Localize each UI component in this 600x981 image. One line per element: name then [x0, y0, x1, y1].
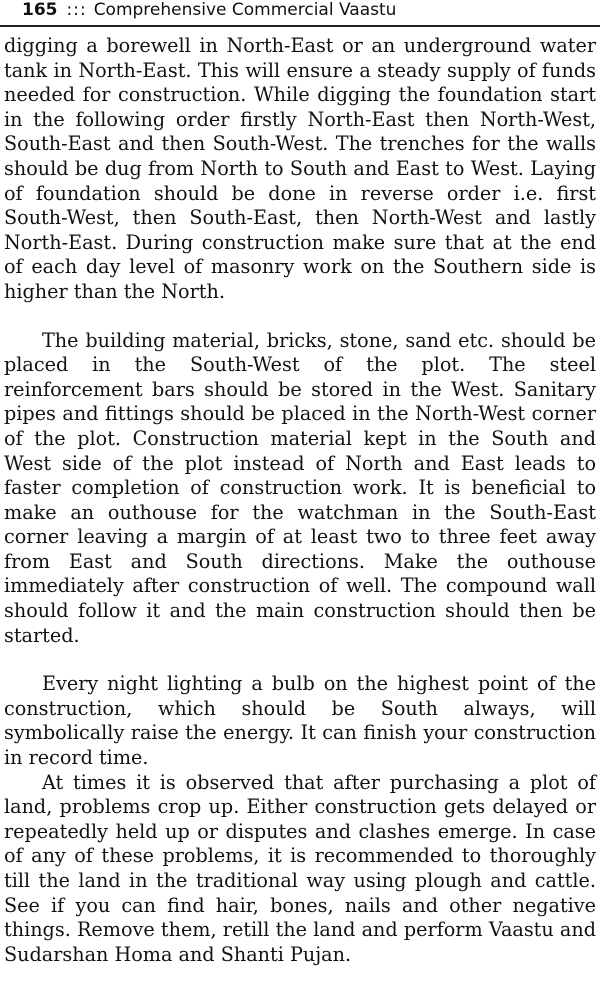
paragraph-material-placement: The building material, bricks, stone, sand etc. should be placed in the South-West of the plot. The steel reinforcement bars should be stored in the West. Sanitary pipes and fittings should be placed in the North-West corner of the plot. Construction material kept in the South and West side of the plot instead of North and East leads to faster completion of construction work. It is beneficial to make an outhouse for the watchman in the South-East corner leaving a margin of at least two to three feet away from East and South directions. Make the outhouse immediately after construction of well. The compound wall should follow it and the main construction should then be started.	[4, 328, 596, 647]
paragraph-foundation-order: digging a borewell in North-East or an underground water tank in North-East. This will ensure a steady supply of funds needed for construction. While digging the foundation start in the following order firstly North-East then North-West, South-East and then South-West. The trenches for the walls should be dug from North to South and East to West. Laying of foundation should be done in reverse order i.e. first South-West, then South-East, then North-West and lastly North-East. During construction make sure that at the end of each day level of masonry work on the Southern side is higher than the North.	[4, 34, 596, 303]
body-text	[4, 34, 596, 967]
book-title: Comprehensive Commercial Vaastu	[93, 0, 397, 20]
page-number: 165	[22, 0, 58, 20]
header-separator: :::	[66, 0, 87, 20]
paragraph-land-problems: At times it is observed that after purchasing a plot of land, problems crop up. Either construction gets delayed or repeatedly held up or disputes and clashes emerge. In case of any of these problems, it is recommended to thoroughly till the land in the traditional way using plough and cattle. See if you can find hair, bones, nails and other negative things. Remove them, retill the land and perform Vaastu and Sudarshan Homa and Shanti Pujan.	[4, 770, 596, 966]
header-rule	[0, 25, 600, 27]
paragraph-night-lighting: Every night lighting a bulb on the highest point of the construction, which should be South always, will symbolically raise the energy. It can finish your construction in record time.	[4, 672, 596, 770]
